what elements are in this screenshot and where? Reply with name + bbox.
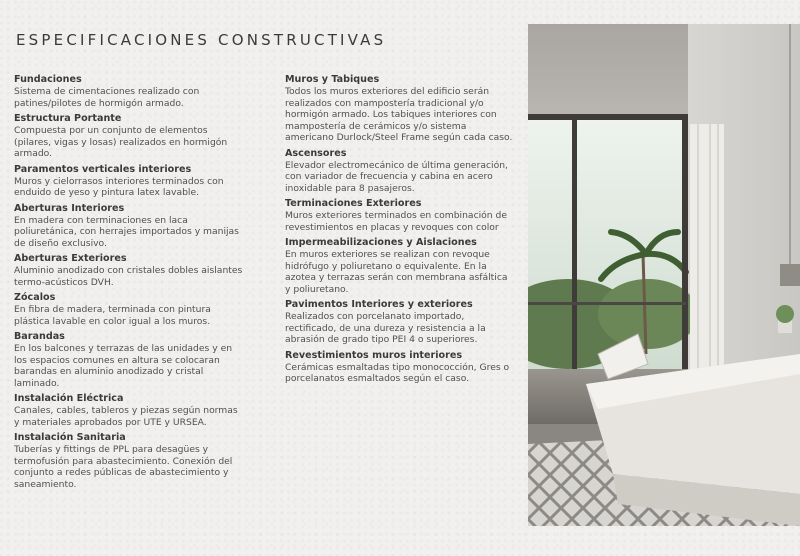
- spec-item: [14, 203, 246, 250]
- spec-item: [14, 113, 246, 160]
- spec-item: [14, 432, 246, 490]
- spec-heading: Aberturas Interiores: [14, 202, 125, 214]
- spec-heading: Paramentos verticales interiores: [14, 163, 192, 175]
- spec-item: [285, 237, 513, 295]
- spec-body: En los balcones y terrazas de las unidades y en los espacios comunes en altura se colocaran barandas en aluminio anodizado y cristal laminado.: [14, 343, 233, 389]
- spec-heading: Aberturas Exteriores: [14, 253, 127, 264]
- spec-item: [285, 198, 513, 233]
- specs-left-column: [14, 74, 246, 494]
- spec-heading: Pavimentos Interiores y exteriores: [285, 299, 473, 310]
- spec-body: Muros y cielorrasos interiores terminados con enduido de yeso y pintura latex lavable.: [14, 175, 224, 198]
- spec-heading: Revestimientos muros interiores: [285, 349, 463, 361]
- bedroom-illustration: [528, 24, 800, 526]
- spec-body: Todos los muros exteriores del edificio serán realizados con mampostería tradicional y/o hormigón armado. Los tabiques interiores con mampostería de cerámicos y/o sistema americano Durlock/Steel Frame según cada caso.: [285, 86, 513, 143]
- spec-body: Compuesta por un conjunto de elementos (pilares, vigas y losas) realizados en hormigón armado.: [14, 125, 228, 159]
- spec-body: En madera con terminaciones en laca poliuretánica, con herrajes importados y manijas de diseño exclusivo.: [14, 214, 239, 249]
- spec-heading: Estructura Portante: [14, 113, 122, 124]
- spec-heading: Zócalos: [14, 292, 56, 303]
- spec-item: [14, 74, 246, 109]
- spec-heading: Fundaciones: [14, 74, 82, 85]
- spec-body: Canales, cables, tableros y piezas según normas y materiales aprobados por UTE y URSEA.: [14, 405, 238, 428]
- spec-body: Elevador electromecánico de última generación, con variador de frecuencia y cabina en acero inoxidable para 8 pasajeros.: [285, 159, 508, 194]
- spec-item: [285, 299, 513, 346]
- spec-body: Realizados con porcelanato importado, rectificado, de una dureza y resistencia a la abrasión de grado tipo PEI 4 o superiores.: [285, 311, 486, 345]
- spec-body: Sistema de cimentaciones realizado con patines/pilotes de hormigón armado.: [14, 86, 200, 109]
- spec-item: [285, 148, 513, 195]
- spec-item: [14, 393, 246, 428]
- spec-heading: Instalación Sanitaria: [14, 432, 126, 443]
- spec-heading: Terminaciones Exteriores: [285, 198, 422, 209]
- spec-heading: Ascensores: [285, 147, 347, 159]
- spec-heading: Muros y Tabiques: [285, 74, 380, 85]
- spec-item: [285, 350, 513, 385]
- spec-item: [14, 331, 246, 389]
- spec-item: [14, 292, 246, 327]
- spec-body: Cerámicas esmaltadas tipo monococción, Gres o porcelanatos esmaltados según el caso.: [285, 361, 510, 384]
- page-title: ESPECIFICACIONES CONSTRUCTIVAS: [16, 31, 387, 49]
- spec-body: Muros exteriores terminados en combinación de revestimientos en placas y revoques con color: [285, 210, 508, 233]
- bedroom-photo: [528, 24, 800, 526]
- specs-right-column: [285, 74, 513, 389]
- spec-body: Aluminio anodizado con cristales dobles aislantes termo-acústicos DVH.: [14, 265, 243, 288]
- spec-body: Tuberías y fittings de PPL para desagües y termofusión para abastecimiento. Conexión del conjunto a redes públicas de abastecimiento y saneamiento.: [14, 444, 233, 490]
- spec-heading: Instalación Eléctrica: [14, 393, 124, 404]
- spec-heading: Impermeabilizaciones y Aislaciones: [285, 237, 477, 248]
- spec-heading: Barandas: [14, 331, 65, 342]
- spec-item: [285, 74, 513, 144]
- spec-body: En muros exteriores se realizan con revoque hidrófugo y poliuretano o equivalente. En la azotea y terrazas serán con membrana asfáltica y poliuretano.: [285, 249, 508, 295]
- spec-body: En fibra de madera, terminada con pintura plástica lavable en color igual a los muros.: [14, 304, 211, 327]
- spec-item: [14, 164, 246, 199]
- spec-item: [14, 253, 246, 288]
